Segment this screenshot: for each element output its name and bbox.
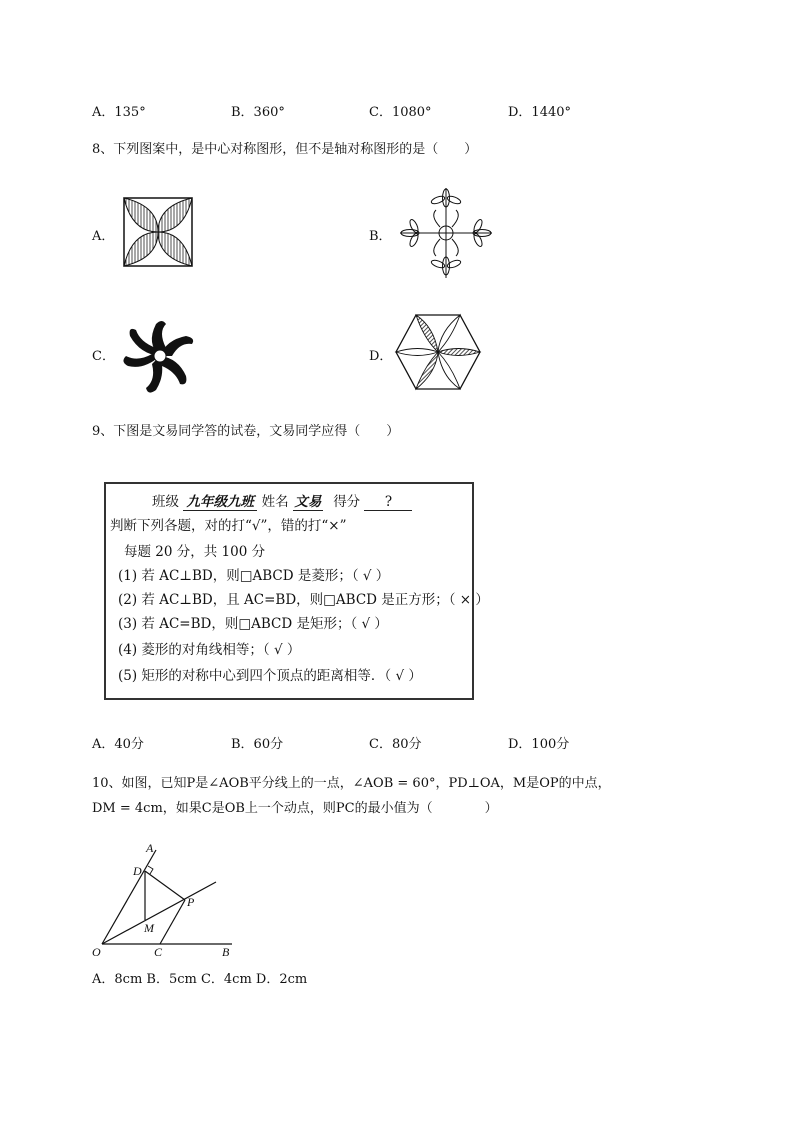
q10-geometry-figure	[90, 838, 240, 962]
paper-header	[152, 490, 412, 511]
class-label: 班级	[152, 494, 179, 510]
paper-item-2: (2) 若 AC⊥BD，且 AC=BD，则□ABCD 是正方形；（ × ）	[118, 592, 489, 608]
label-m: M	[144, 921, 154, 935]
segment-pc	[160, 900, 185, 944]
q9-stem: 9、下图是文易同学答的试卷，文易同学应得（ ）	[92, 424, 400, 439]
q7-option-a: A．135°	[92, 105, 146, 120]
bisector-op	[102, 882, 216, 944]
q8-figure-a-square-leaves	[122, 196, 194, 268]
q8-figure-c-pinwheel	[116, 314, 204, 398]
q10-stem-line2: DM = 4cm，如果C是OB上一个动点，则PC的最小值为（ ）	[92, 801, 498, 816]
score-value: ?	[364, 494, 412, 511]
q9-option-d: D．100分	[508, 737, 570, 752]
score-label: 得分	[333, 494, 361, 510]
q9-exam-paper	[104, 482, 489, 700]
label-c: C	[154, 945, 163, 959]
name-label: 姓名	[261, 494, 289, 510]
paper-item-1: (1) 若 AC⊥BD，则□ABCD 是菱形；（ √ ）	[118, 568, 390, 584]
q7-option-b: B．360°	[231, 105, 285, 120]
paper-item-3: (3) 若 AC=BD，则□ABCD 是矩形；（ √ ）	[118, 616, 388, 632]
right-angle-mark	[148, 866, 153, 874]
q8-stem: 8、下列图案中，是中心对称图形，但不是轴对称图形的是（ ）	[92, 142, 478, 157]
q9-option-c: C．80分	[369, 737, 422, 752]
q8-label-d: D．	[369, 349, 393, 364]
q8-label-a: A．	[92, 229, 115, 244]
paper-points: 每题 20 分，共 100 分	[124, 544, 266, 560]
q8-figure-d-hexagon-leaves	[394, 313, 482, 391]
q7-option-c: C．1080°	[369, 105, 432, 120]
q8-figure-b-flower-cross	[398, 186, 498, 280]
segment-pd	[145, 871, 185, 900]
label-d: D	[133, 864, 142, 878]
label-b: B	[222, 945, 230, 959]
q10-stem-line1: 10、如图，已知P是∠AOB平分线上的一点，∠AOB = 60°，PD⊥OA，M是OP的中点，	[92, 776, 611, 791]
q10-options: A．8cm B．5cm C．4cm D．2cm	[92, 972, 308, 987]
paper-item-4: (4) 菱形的对角线相等；（ √ ）	[118, 642, 301, 658]
label-o: O	[92, 945, 101, 959]
label-p: P	[187, 895, 195, 909]
q8-label-c: C．	[92, 349, 115, 364]
name-value: 文易	[293, 490, 323, 511]
q9-option-b: B．60分	[231, 737, 284, 752]
paper-item-5: (5) 矩形的对称中心到四个顶点的距离相等．（ √ ）	[118, 668, 422, 684]
q7-option-d: D．1440°	[508, 105, 572, 120]
q8-label-b: B．	[369, 229, 392, 244]
q9-option-a: A．40分	[92, 737, 144, 752]
label-a: A	[146, 841, 154, 855]
paper-instruction: 判断下列各题，对的打“√”，错的打“×”	[110, 518, 347, 534]
class-value: 九年级九班	[183, 490, 257, 511]
